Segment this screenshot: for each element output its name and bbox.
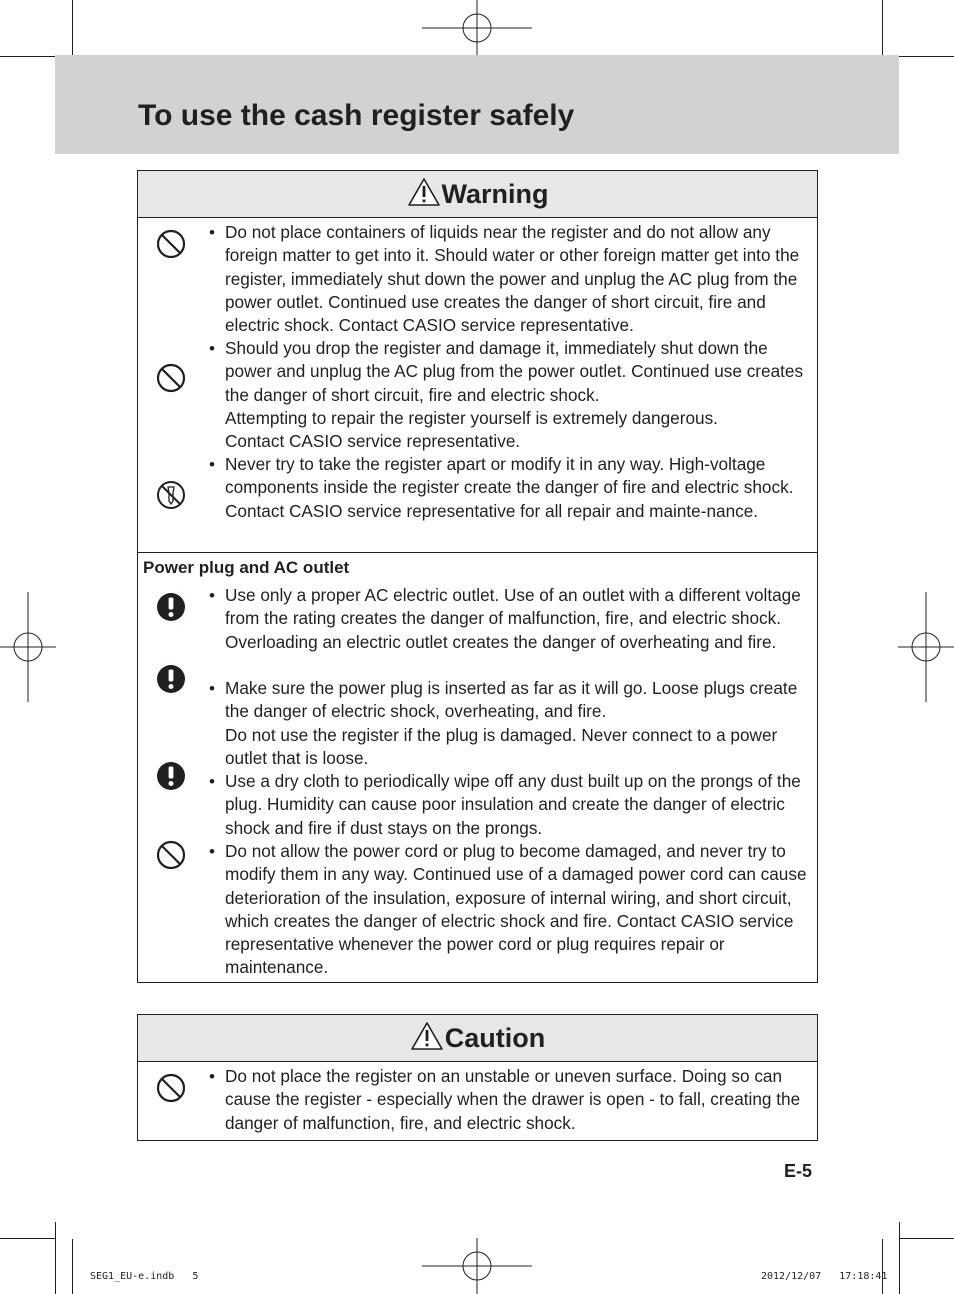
caution-heading: [138, 1015, 817, 1062]
list-item-text: Make sure the power plug is inserted as far as it will go. Loose plugs create the danger of electric shock, overheating, and fire. Do not use the register if the plug is damaged. Never connect to a power outlet that is loose.: [225, 678, 798, 768]
caution-section: • Do not place the register on an unstable or uneven surface. Doing so can cause the register - especially when the drawer is open - to fall, creating the danger of malfunction, fire, and electric shock.: [138, 1062, 817, 1140]
page-number: E-5: [784, 1161, 813, 1181]
caution-box: [137, 1014, 818, 1141]
registration-mark-bottom: [422, 1238, 532, 1294]
registration-mark-left: [0, 592, 56, 702]
prohibited-icon: [156, 229, 186, 259]
warning-heading: [138, 171, 817, 218]
slug-file-info: SEG1_EU-e.indb 5: [90, 1271, 199, 1282]
prohibited-icon: [156, 1073, 186, 1103]
mandatory-action-icon: [156, 761, 186, 791]
list-item-text: Do not place containers of liquids near the register and do not allow any foreign matter to get into it. Should water or other foreign matter get into the register, immediately shut down the power and unplug the AC plug from the power outlet. Continued use creates the danger of short circuit, fire and electric shock. Contact CASIO service representative.: [225, 222, 800, 336]
list-item-text: Never try to take the register apart or modify it in any way. High-voltage components inside the register create the danger of fire and electric shock. Contact CASIO service representative for all repair and mainte-nance.: [225, 454, 794, 521]
header-band: [55, 55, 899, 154]
power-plug-heading: Power plug and AC outlet: [143, 558, 350, 577]
list-item-text: Do not allow the power cord or plug to become damaged, and never try to modify them in any way. Continued use of a damaged power cord can cause deterioration of the insulation, exposure of internal wiring, and short circuit, which creates the danger of electric shock and fire. Contact CASIO service representative whenever the power cord or plug requires repair or maintenance.: [225, 841, 807, 978]
mandatory-action-icon: [156, 592, 186, 622]
prohibited-icon: [156, 363, 186, 393]
mandatory-action-icon: [156, 664, 186, 694]
registration-mark-right: [898, 592, 954, 702]
warning-box: [137, 170, 818, 983]
list-item-text: Should you drop the register and damage it, immediately shut down the power and unplug the AC plug from the power outlet. Continued use creates the danger of short circuit, fire and electric shock. Attempting to repair the register yourself is extremely dangerous. Contact CASIO service representative.: [225, 338, 804, 452]
warning-general-section: • Do not place containers of liquids near the register and do not allow any foreign matter to get into it. Should water or other foreign matter get into the register, immediately shut down the power and unplug the AC plug from the power outlet. Continued use creates the danger of short circuit, fire and electric shock. Contact CASIO service representative. • Should you drop the register and damage it, immediately shut down the power and unplug the AC plug from the power outlet. Continued use creates the danger of short circuit, fire and electric shock. Attempting to repair the register yourself is extremely dangerous. Contact CASIO service representative. • Never try to take the register apart or modify it in any way. High-voltage components inside the register create the danger of fire and electric shock. Contact CASIO service representative for all repair and mainte-nance.: [138, 218, 817, 552]
warning-triangle-icon: [410, 1021, 444, 1051]
page-title: To use the cash register safely: [138, 99, 575, 132]
list-item-text: Use only a proper AC electric outlet. Use of an outlet with a different voltage from the rating creates the danger of malfunction, fire, and electric shock. Overloading an electric outlet creates the danger of overheating and fire.: [225, 585, 801, 652]
caution-heading-text: Caution: [444, 1022, 546, 1053]
prohibited-icon: [156, 840, 186, 870]
slug-timestamp: 2012/12/07 17:18:41: [761, 1271, 888, 1282]
warning-triangle-icon: [407, 177, 441, 207]
power-plug-section: Power plug and AC outlet • Use only a proper AC electric outlet. Use of an outlet with a different voltage from the rating creates the danger of malfunction, fire, and electric shock. Overloading an electric outlet creates the danger of overheating and fire. • Make sure the power plug is inserted as far as it will go. Loose plugs create the danger of electric shock, overheating, and fire. Do not use the register if the plug is damaged. Never connect to a power outlet that is loose. • Use a dry cloth to periodically wipe off any dust built up on the prongs of the plug. Humidity can cause poor insulation and create the danger of electric shock and fire if dust stays on the prongs. • Do not allow the power cord or plug to become damaged, and never try to modify them in any way. Continued use of a damaged power cord can cause deterioration of the insulation, exposure of internal wiring, and short circuit, which creates the danger of electric shock and fire. Contact CASIO service representative whenever the power cord or plug requires repair or maintenance.: [138, 552, 817, 982]
registration-mark-top: [422, 0, 532, 56]
list-item-text: Use a dry cloth to periodically wipe off any dust built up on the prongs of the plug. Humidity can cause poor insulation and create the danger of electric shock and fire if dust stays on the prongs.: [225, 771, 801, 838]
warning-heading-text: Warning: [441, 178, 549, 209]
list-item-text: Do not place the register on an unstable or uneven surface. Doing so can cause the register - especially when the drawer is open - to fall, creating the danger of malfunction, fire, and electric shock.: [225, 1066, 801, 1133]
no-disassembly-icon: [156, 480, 186, 510]
